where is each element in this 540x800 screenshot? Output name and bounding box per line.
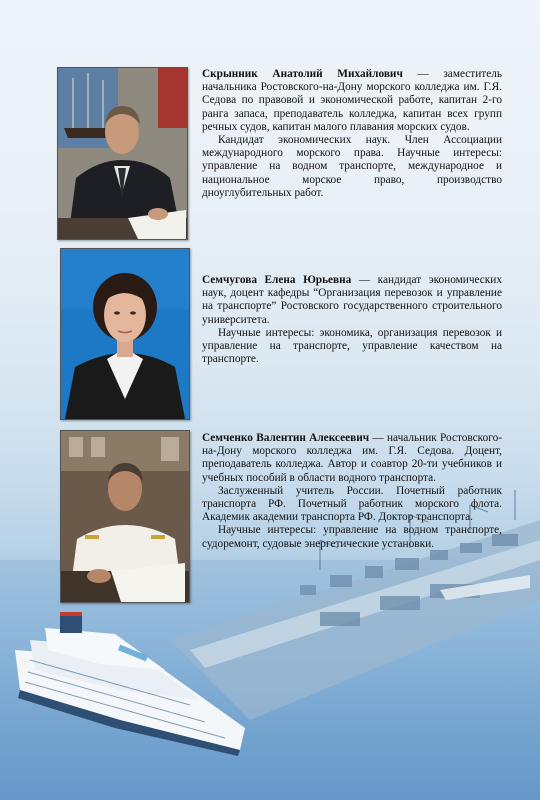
bio-intro-text: — кандидат экономических наук, доцент кафедры “Организация перевозок и управление на транспорте” Ростовского государственного строительного университета. [202, 274, 502, 326]
bio-skrynnik [202, 68, 502, 200]
bio-intro-paragraph [202, 432, 502, 485]
bio-intro-paragraph [202, 68, 502, 134]
bio-intro-paragraph [202, 274, 502, 327]
bio-paragraph: Заслуженный учитель России. Почетный работник транспорта РФ. Почетный работник морского флота. Академик академии транспорта РФ. Доктор транспорта. [202, 484, 502, 524]
photo-semchenko [60, 430, 190, 603]
photo-skrynnik [57, 67, 188, 240]
bio-semchugova [202, 274, 502, 366]
person-name: Семченко Валентин Алексеевич [202, 432, 370, 444]
bio-semchenko [202, 432, 502, 551]
person-name: Скрынник Анатолий Михайлович [202, 68, 403, 80]
bio-intro-text: — начальник Ростовского-на-Дону морского колледжа им. Г.Я. Седова. Доцент, преподаватель колледжа. Автор и соавтор 20-ти учебников и учебных пособий в области водного транспорта. [202, 432, 503, 484]
person-name: Семчугова Елена Юрьевна [202, 274, 352, 286]
bio-intro-text: — заместитель начальника Ростовского-на-Дону морского колледжа им. Г.Я. Седова по правовой и экономической работе, капитан 2-го ранга запаса, преподаватель колледжа, капитан всех групп речных судов, капитан малого плавания морских судов. [202, 68, 503, 133]
bio-paragraph: Научные интересы: управление на водном транспорте, судоремонт, судовые энергетические установки. [202, 524, 502, 550]
bio-paragraph: Кандидат экономических наук. Член Ассоциации международного морского права. Научные интересы: управление на водном транспорте, международное и национальное морское право, производство дноуглубительных работ. [202, 134, 502, 199]
photo-semchugova [60, 248, 190, 420]
bio-paragraph: Научные интересы: экономика, организация перевозок и управление на транспорте, управление качеством на транспорте. [202, 326, 502, 366]
